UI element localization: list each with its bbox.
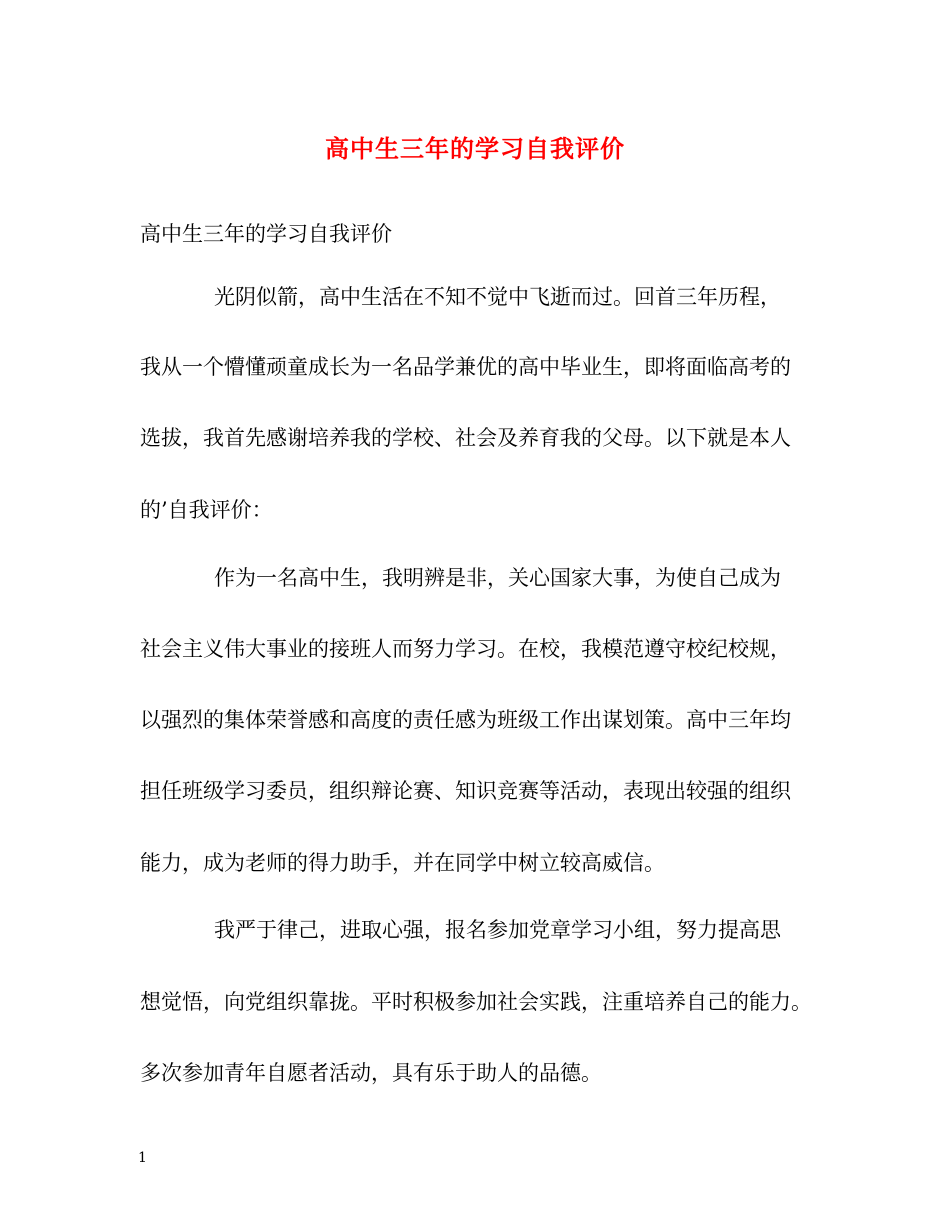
document-subtitle: 高中生三年的学习自我评价 (140, 222, 392, 246)
paragraph-line: 我从一个懵懂顽童成长为一名品学兼优的高中毕业生，即将面临高考的 (140, 355, 791, 379)
page-number: 1 (138, 1150, 147, 1166)
paragraph-line: 的’自我评价： (140, 498, 273, 522)
paragraph-line: 光阴似箭，高中生活在不知不觉中飞逝而过。回首三年历程， (214, 285, 781, 309)
document-title: 高中生三年的学习自我评价 (325, 134, 625, 163)
paragraph-line: 我严于律己，进取心强，报名参加党章学习小组，努力提高思 (214, 918, 781, 942)
paragraph-line: 想觉悟，向党组织靠拢。平时积极参加社会实践，注重培养自己的能力。 (140, 990, 812, 1014)
paragraph-line: 社会主义伟大事业的接班人而努力学习。在校，我模范遵守校纪校规， (140, 637, 791, 661)
paragraph-line: 以强烈的集体荣誉感和高度的责任感为班级工作出谋划策。高中三年均 (140, 708, 791, 732)
paragraph-line: 多次参加青年自愿者活动，具有乐于助人的品德。 (140, 1061, 602, 1085)
paragraph-line: 作为一名高中生，我明辨是非，关心国家大事，为使自己成为 (214, 566, 781, 590)
paragraph-line: 能力，成为老师的得力助手，并在同学中树立较高威信。 (140, 851, 665, 875)
paragraph-line: 担任班级学习委员，组织辩论赛、知识竞赛等活动，表现出较强的组织 (140, 779, 791, 803)
paragraph-line: 选拔，我首先感谢培养我的学校、社会及养育我的父母。以下就是本人 (140, 426, 791, 450)
